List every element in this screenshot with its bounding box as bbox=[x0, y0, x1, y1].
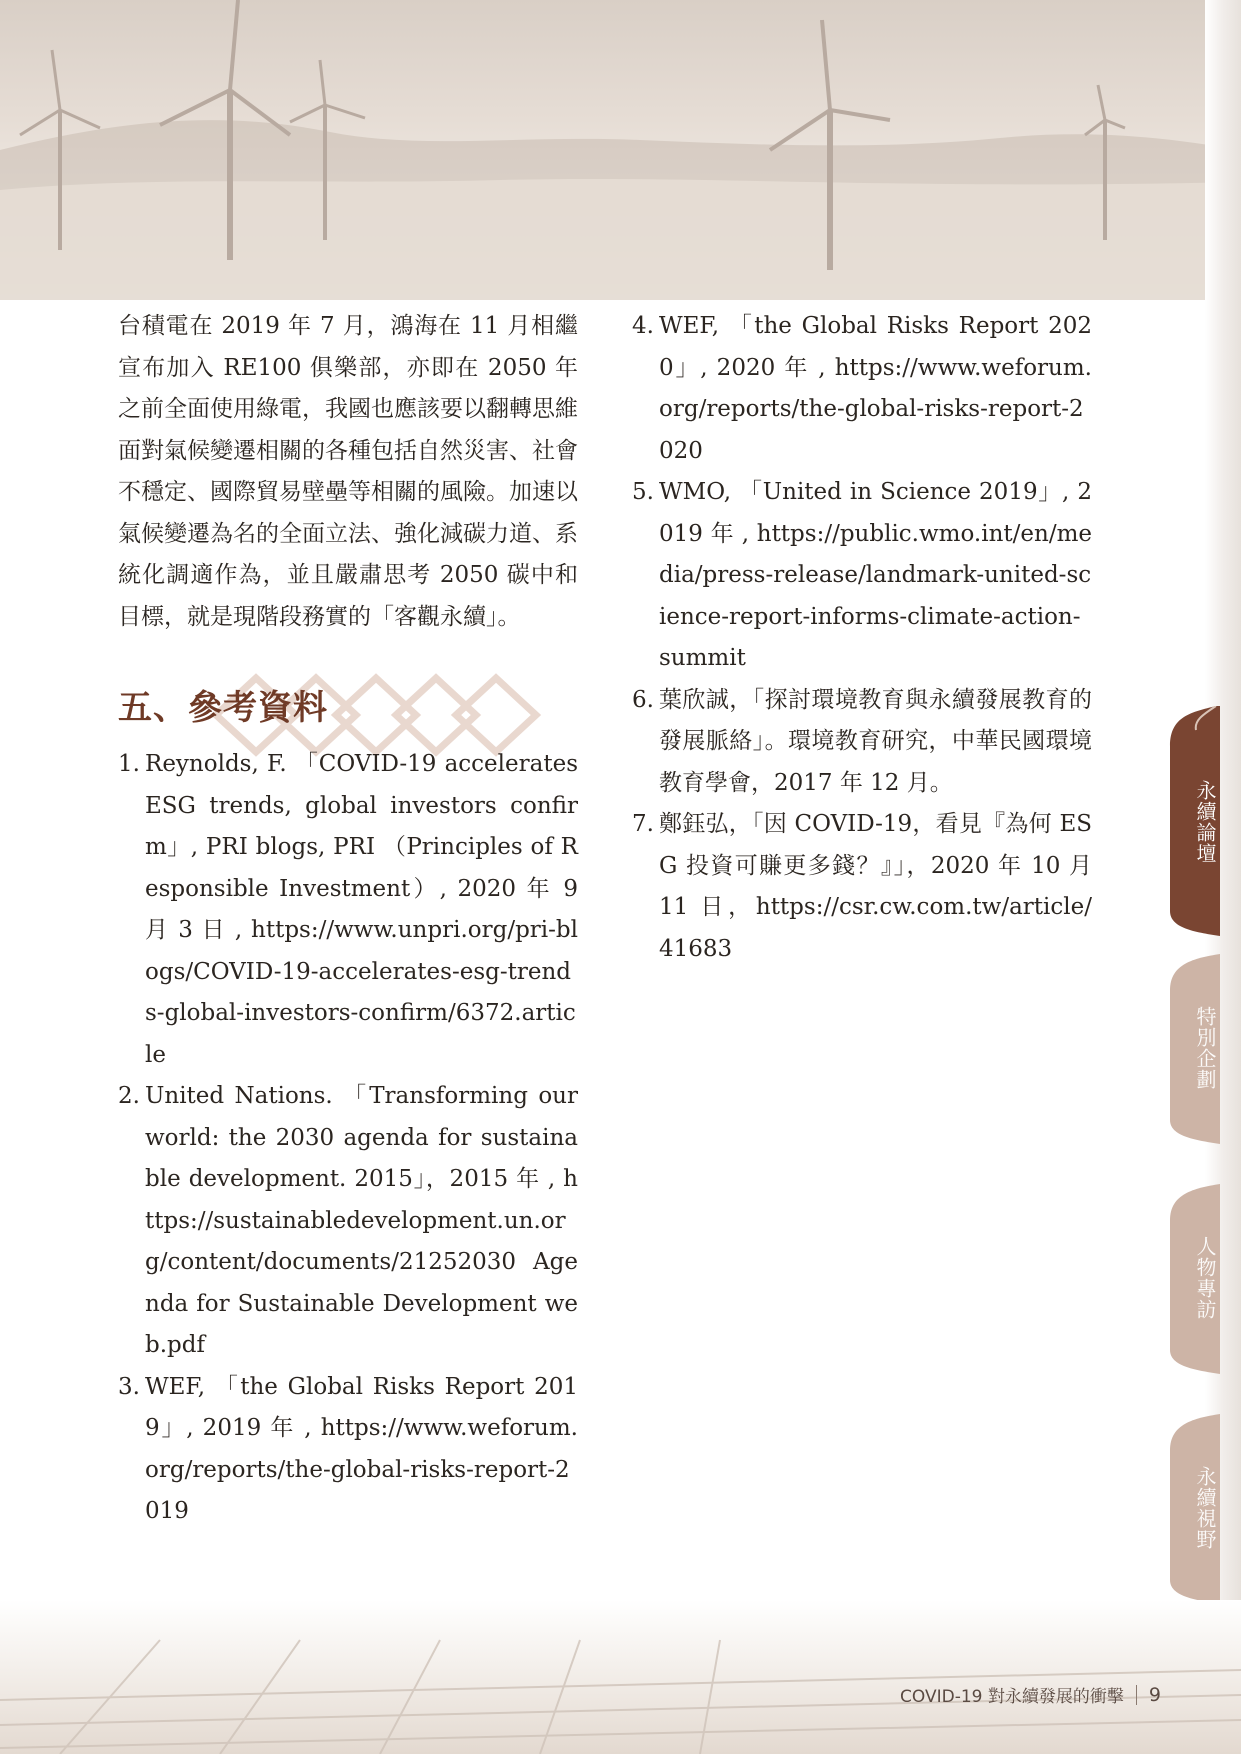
body-paragraph: 台積電在 2019 年 7 月，鴻海在 11 月相繼宣布加入 RE100 俱樂部，亦即在 2050 年之前全面使用綠電，我國也應該要以翻轉思維面對氣候變遷相關的各種包括自然災害、社會不穩定、國際貿易壁壘等相關的風險。加速以氣候變遷為名的全面立法、強化減碳力道、系統化調適作為，並且嚴肅思考 2050 碳中和目標，就是現階段務實的「客觀永續」。 bbox=[118, 313, 578, 630]
reference-text: WMO, 「United in Science 2019」, 2019 年 , https://public.wmo.int/en/media/press-release/landmark-united-science-report-informs-climate-action-summit bbox=[659, 479, 1092, 671]
section-title: 五、參考資料 bbox=[118, 688, 328, 728]
tab-label: 永續論壇 bbox=[1193, 780, 1217, 864]
reference-text: 葉欣誠，「探討環境教育與永續發展教育的發展脈絡」。環境教育研究，中華民國環境教育學會，2017 年 12 月。 bbox=[659, 686, 1092, 796]
reference-text: 鄭鈺弘，「因 COVID-19，看見『為何 ESG 投資可賺更多錢？』」，2020 年 10 月 11 日，https://csr.cw.com.tw/article/41683 bbox=[659, 811, 1092, 962]
running-title: COVID-19 對永續發展的衝擊 bbox=[900, 1687, 1124, 1707]
reference-list-right bbox=[632, 306, 1092, 970]
reference-item bbox=[632, 804, 1092, 970]
reference-text: Reynolds, F. 「COVID-19 accelerates ESG trends, global investors confirm」, PRI blogs, PRI （Principles of Responsible Investment）, 2020 年 9 月 3 日 , https://www.unpri.org/pri-blogs/COVID-19-accelerates-esg-trends-global-investors-confirm/6372.article bbox=[145, 751, 578, 1068]
reference-item bbox=[118, 1076, 578, 1367]
reference-text: United Nations. 「Transforming our world: the 2030 agenda for sustainable development. 2015」，2015 年 , https://sustainabledevelopment.un.org/content/documents/21252030 Agenda for Sustainable Development web.pdf bbox=[145, 1083, 578, 1358]
wind-turbine-illustration bbox=[0, 0, 1241, 300]
right-column bbox=[632, 306, 1092, 970]
reference-text: WEF, 「the Global Risks Report 2020」, 2020 年 , https://www.weforum.org/reports/the-global-risks-report-2020 bbox=[659, 313, 1092, 464]
left-column bbox=[118, 306, 578, 1533]
tab-sustainability-forum[interactable] bbox=[1164, 706, 1220, 936]
reference-number: 7. bbox=[632, 811, 654, 837]
reference-item bbox=[118, 744, 578, 1076]
reference-item bbox=[632, 306, 1092, 472]
footer-solar-panel-image bbox=[0, 1600, 1241, 1754]
reference-list-left bbox=[118, 744, 578, 1533]
page-number: 9 bbox=[1148, 1683, 1161, 1706]
reference-number: 5. bbox=[632, 479, 654, 505]
footer-divider bbox=[1136, 1685, 1137, 1705]
reference-number: 4. bbox=[632, 313, 654, 339]
reference-text: WEF, 「the Global Risks Report 2019」, 2019 年 , https://www.weforum.org/reports/the-global-risks-report-2019 bbox=[145, 1373, 578, 1524]
reference-number: 3. bbox=[118, 1373, 140, 1400]
tab-interview[interactable] bbox=[1164, 1184, 1220, 1374]
reference-item bbox=[632, 680, 1092, 805]
page-footer bbox=[900, 1682, 1161, 1707]
header-wind-turbine-image bbox=[0, 0, 1241, 300]
tab-label: 特別企劃 bbox=[1193, 1006, 1217, 1090]
section-heading bbox=[118, 680, 578, 744]
reference-number: 1. bbox=[118, 751, 140, 777]
solar-panel-illustration bbox=[0, 1600, 1241, 1754]
reference-number: 2. bbox=[118, 1083, 140, 1109]
tab-sustainability-vision[interactable] bbox=[1164, 1414, 1220, 1604]
reference-item bbox=[632, 472, 1092, 680]
tab-label: 永續視野 bbox=[1193, 1466, 1217, 1550]
reference-item bbox=[118, 1367, 578, 1533]
tab-special-feature[interactable] bbox=[1164, 954, 1220, 1144]
tab-label: 人物專訪 bbox=[1193, 1236, 1217, 1320]
reference-number: 6. bbox=[632, 686, 654, 713]
